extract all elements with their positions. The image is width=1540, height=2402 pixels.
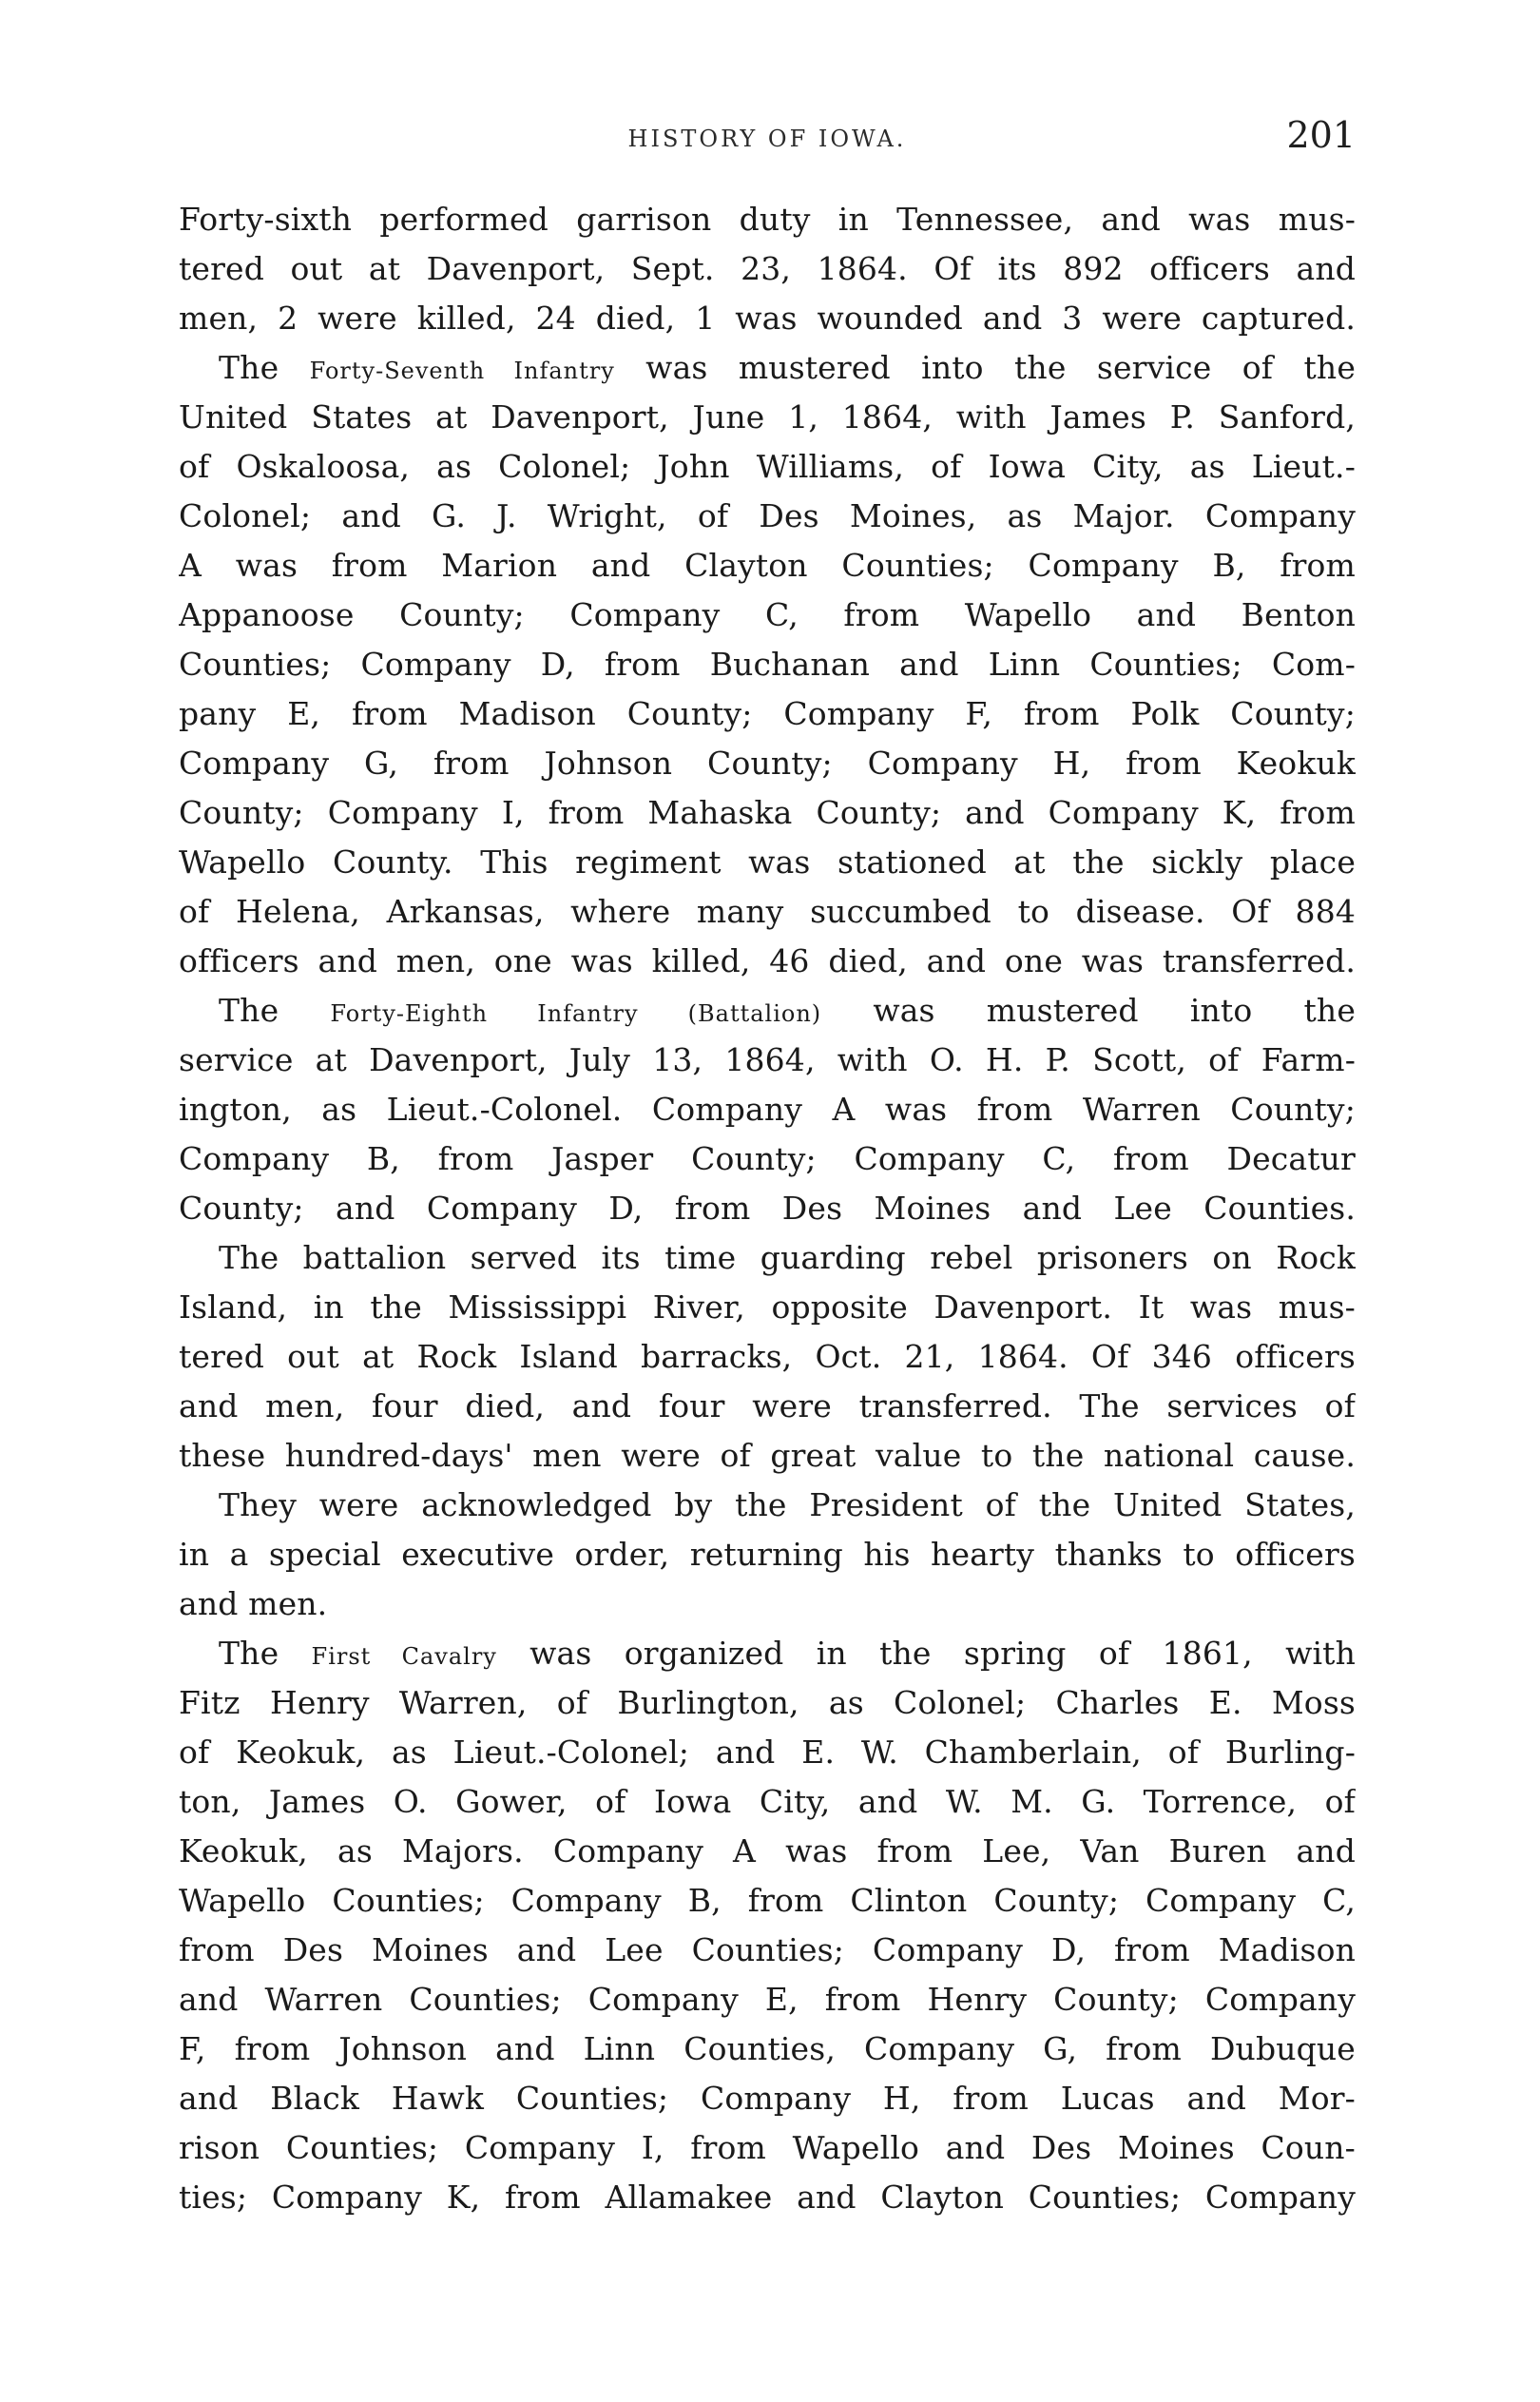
text-line: County; and Company D, from Des Moines and Lee Counties. <box>179 1190 1356 1227</box>
text-line: in a special executive order, returning his hearty thanks to officers <box>179 1536 1356 1573</box>
running-title: HISTORY OF IOWA. <box>627 126 907 152</box>
text-line: The Forty-Seventh Infantry was mustered into the service of the <box>219 349 1356 386</box>
text-line: men, 2 were killed, 24 died, 1 was wounded and 3 were captured. <box>179 300 1356 337</box>
text-line: Fitz Henry Warren, of Burlington, as Colonel; Charles E. Moss <box>179 1684 1356 1721</box>
text-line: Keokuk, as Majors. Company A was from Lee, Van Buren and <box>179 1832 1356 1869</box>
text-line: tered out at Rock Island barracks, Oct. 21, 1864. Of 346 officers <box>179 1338 1356 1375</box>
text-line: of Keokuk, as Lieut.-Colonel; and E. W. Chamberlain, of Burling- <box>179 1734 1356 1771</box>
text-line: ties; Company K, from Allamakee and Clayton Counties; Company <box>179 2179 1356 2216</box>
text-line: of Oskaloosa, as Colonel; John Williams, of Iowa City, as Lieut.- <box>179 448 1356 485</box>
text-line: and Warren Counties; Company E, from Henry County; Company <box>179 1981 1356 2018</box>
small-caps-heading: First Cavalry <box>311 1643 497 1670</box>
text-line: officers and men, one was killed, 46 died, and one was transferred. <box>179 942 1356 979</box>
text-line: ington, as Lieut.-Colonel. Company A was from Warren County; <box>179 1091 1356 1128</box>
text-line: and men, four died, and four were transferred. The services of <box>179 1387 1356 1424</box>
text-line: from Des Moines and Lee Counties; Company D, from Madison <box>179 1931 1356 1968</box>
text-line: Company B, from Jasper County; Company C, from Decatur <box>179 1140 1356 1177</box>
text-line: these hundred-days' men were of great value to the national cause. <box>179 1437 1356 1474</box>
text-line: Counties; Company D, from Buchanan and Linn Counties; Com- <box>179 646 1356 683</box>
text-line: and men. <box>179 1585 328 1622</box>
text-line: Forty-sixth performed garrison duty in Tennessee, and was mus- <box>179 201 1356 238</box>
text-line: Wapello County. This regiment was stationed at the sickly place <box>179 843 1356 881</box>
text-line: They were acknowledged by the President of the United States, <box>219 1486 1356 1523</box>
text-line: and Black Hawk Counties; Company H, from Lucas and Mor- <box>179 2080 1356 2117</box>
small-caps-heading: Forty-Eighth Infantry (Battalion) <box>330 1000 822 1027</box>
text-line: Appanoose County; Company C, from Wapello and Benton <box>179 596 1356 633</box>
page-number: 201 <box>1286 114 1356 156</box>
text-line: rison Counties; Company I, from Wapello and Des Moines Coun- <box>179 2129 1356 2166</box>
text-line: The battalion served its time guarding rebel prisoners on Rock <box>219 1239 1356 1276</box>
text-line: Wapello Counties; Company B, from Clinton County; Company C, <box>179 1882 1356 1919</box>
text-line: Company G, from Johnson County; Company H, from Keokuk <box>179 745 1356 782</box>
text-line: A was from Marion and Clayton Counties; Company B, from <box>179 547 1356 584</box>
small-caps-heading: Forty-Seventh Infantry <box>309 358 615 384</box>
body-text <box>179 195 1356 2222</box>
text-line: tered out at Davenport, Sept. 23, 1864. Of its 892 officers and <box>179 250 1356 287</box>
text-line: Colonel; and G. J. Wright, of Des Moines, as Major. Company <box>179 497 1356 534</box>
text-line: United States at Davenport, June 1, 1864, with James P. Sanford, <box>179 398 1356 436</box>
text-line: The Forty-Eighth Infantry (Battalion) was mustered into the <box>219 992 1356 1029</box>
text-line: F, from Johnson and Linn Counties, Company G, from Dubuque <box>179 2030 1356 2067</box>
text-line: The First Cavalry was organized in the spring of 1861, with <box>219 1635 1356 1672</box>
text-line: ton, James O. Gower, of Iowa City, and W. M. G. Torrence, of <box>179 1783 1356 1820</box>
page-header <box>179 112 1356 169</box>
text-line: pany E, from Madison County; Company F, from Polk County; <box>179 695 1356 732</box>
text-line: of Helena, Arkansas, where many succumbed to disease. Of 884 <box>179 893 1356 930</box>
text-line: Island, in the Mississippi River, opposite Davenport. It was mus- <box>179 1288 1356 1326</box>
text-line: County; Company I, from Mahaska County; and Company K, from <box>179 794 1356 831</box>
text-line: service at Davenport, July 13, 1864, with O. H. P. Scott, of Farm- <box>179 1041 1356 1078</box>
